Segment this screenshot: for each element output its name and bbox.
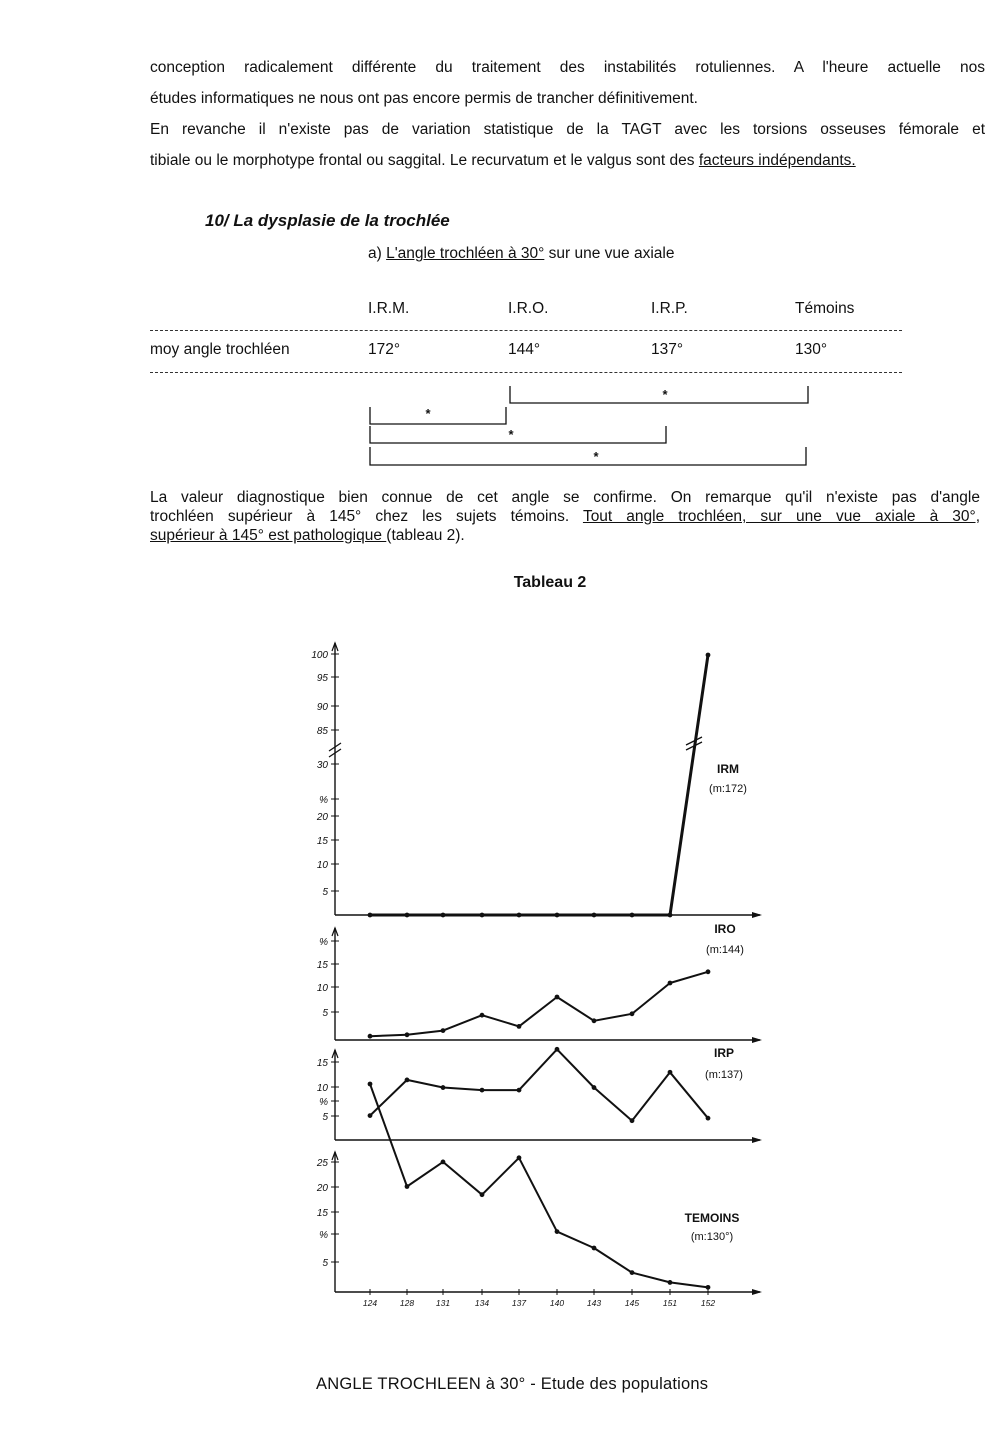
data-point bbox=[592, 1085, 597, 1090]
trochlear-angle-chart bbox=[300, 630, 780, 1315]
data-point bbox=[441, 1085, 446, 1090]
series-subtitle: (m:144) bbox=[706, 944, 744, 956]
figure-caption: ANGLE TROCHLEEN à 30° - Etude des populations bbox=[316, 1375, 709, 1393]
underlined-text: Tout angle trochléen, sur une vue axiale à 30°, bbox=[582, 508, 980, 525]
data-point bbox=[555, 1229, 560, 1234]
underlined-text: facteurs indépendants. bbox=[698, 152, 856, 169]
data-point bbox=[668, 913, 673, 918]
bracket-iro-temoins bbox=[510, 386, 808, 403]
series-label: TEMOINS bbox=[684, 1211, 740, 1225]
data-point bbox=[630, 1011, 635, 1016]
x-axis-arrow bbox=[752, 1037, 762, 1043]
y-tick-label: 15 bbox=[316, 960, 328, 971]
chart-panel-iro bbox=[317, 922, 762, 1043]
series-label: IRP bbox=[713, 1046, 735, 1060]
series-line bbox=[370, 972, 708, 1036]
series-subtitle: (m:137) bbox=[705, 1069, 743, 1081]
y-tick-label: 85 bbox=[316, 726, 328, 737]
data-point bbox=[706, 969, 711, 974]
y-tick-label: 20 bbox=[316, 1183, 328, 1194]
data-point bbox=[368, 1082, 373, 1087]
data-point bbox=[706, 653, 711, 658]
y-tick-label: 10 bbox=[316, 860, 328, 871]
paragraph-line: La valeur diagnostique bien connue de cet angle se confirme. On remarque qu'il n'existe pas d'angle bbox=[150, 489, 980, 506]
series-line bbox=[370, 1084, 708, 1287]
table-header: Témoins bbox=[795, 300, 855, 317]
y-tick-label: 20 bbox=[316, 812, 328, 823]
y-tick-label: 5 bbox=[322, 1258, 328, 1269]
y-tick-label: 95 bbox=[316, 673, 328, 684]
data-point bbox=[441, 1160, 446, 1165]
data-point bbox=[592, 1246, 597, 1251]
x-axis-arrow bbox=[752, 1289, 762, 1295]
table-caption: Tableau 2 bbox=[513, 574, 587, 591]
y-tick-label: 100 bbox=[311, 650, 328, 661]
paragraph-text: (tableau 2). bbox=[386, 527, 465, 544]
paragraph-line bbox=[150, 507, 980, 526]
paragraph bbox=[150, 488, 980, 545]
subsection-marker: a) bbox=[368, 245, 387, 262]
data-point bbox=[441, 913, 446, 918]
y-tick-label: % bbox=[319, 795, 328, 806]
data-point bbox=[480, 1192, 485, 1197]
x-axis-arrow bbox=[752, 912, 762, 918]
data-point bbox=[517, 1024, 522, 1029]
significance-star: * bbox=[593, 449, 599, 464]
x-tick-label: 145 bbox=[624, 1298, 640, 1308]
x-tick-label: 134 bbox=[474, 1298, 490, 1308]
y-tick-label: 30 bbox=[316, 760, 328, 771]
x-tick-label: 137 bbox=[511, 1298, 527, 1308]
table-header: I.R.O. bbox=[508, 300, 549, 317]
data-point bbox=[368, 913, 373, 918]
section-title: 10/ La dysplasie de la trochlée bbox=[205, 211, 450, 230]
data-point bbox=[480, 913, 485, 918]
chart-panel-temoins bbox=[316, 1082, 762, 1295]
y-tick-label: % bbox=[319, 1230, 328, 1241]
x-tick-label: 124 bbox=[362, 1298, 378, 1308]
paragraph-line: études informatiques ne nous ont pas encore permis de trancher définitivement. bbox=[150, 90, 698, 107]
table-cell: 172° bbox=[368, 341, 401, 358]
data-point bbox=[405, 913, 410, 918]
significance-star: * bbox=[662, 387, 668, 402]
y-tick-label: % bbox=[319, 1097, 328, 1108]
x-axis-arrow bbox=[752, 1137, 762, 1143]
significance-star: * bbox=[508, 427, 514, 442]
x-tick-label: 131 bbox=[435, 1298, 451, 1308]
data-point bbox=[368, 1113, 373, 1118]
paragraph-text: trochléen supérieur à 145° chez les sujets témoins. bbox=[150, 508, 583, 525]
data-point bbox=[555, 913, 560, 918]
significance-brackets bbox=[0, 0, 995, 480]
y-tick-label: % bbox=[319, 937, 328, 948]
y-tick-label: 5 bbox=[322, 1008, 328, 1019]
data-point bbox=[555, 1047, 560, 1052]
x-tick-label: 143 bbox=[586, 1298, 602, 1308]
data-point bbox=[405, 1184, 410, 1189]
data-point bbox=[405, 1032, 410, 1037]
data-point bbox=[555, 995, 560, 1000]
significance-star: * bbox=[425, 406, 431, 421]
y-tick-label: 5 bbox=[322, 1112, 328, 1123]
data-point bbox=[441, 1028, 446, 1033]
x-tick-label: 140 bbox=[549, 1298, 565, 1308]
subsection-text: sur une vue axiale bbox=[544, 245, 675, 262]
table-cell: 144° bbox=[508, 341, 541, 358]
bracket-irm-iro bbox=[370, 407, 506, 424]
series-label: IRO bbox=[714, 922, 736, 936]
data-point bbox=[480, 1013, 485, 1018]
x-tick-label: 151 bbox=[662, 1298, 678, 1308]
data-point bbox=[630, 913, 635, 918]
x-tick-label: 152 bbox=[700, 1298, 716, 1308]
data-point bbox=[368, 1034, 373, 1039]
underlined-text: L'angle trochléen à 30° bbox=[386, 245, 545, 262]
chart-panel-irm bbox=[311, 643, 762, 918]
table-cell: 130° bbox=[795, 341, 828, 358]
data-point bbox=[592, 1018, 597, 1023]
y-tick-label: 15 bbox=[316, 836, 328, 847]
y-tick-label: 10 bbox=[316, 983, 328, 994]
y-tick-label: 15 bbox=[316, 1058, 328, 1069]
data-point bbox=[668, 1280, 673, 1285]
data-point bbox=[630, 1118, 635, 1123]
y-tick-label: 10 bbox=[316, 1083, 328, 1094]
y-tick-label: 15 bbox=[316, 1208, 328, 1219]
paragraph-line bbox=[150, 526, 980, 545]
paragraph-line: conception radicalement différente du traitement des instabilités rotuliennes. A l'heure actuelle nos bbox=[150, 59, 985, 76]
chart-panel-irp bbox=[317, 1046, 762, 1143]
data-point bbox=[630, 1270, 635, 1275]
data-point bbox=[405, 1078, 410, 1083]
y-tick-label: 90 bbox=[316, 702, 328, 713]
table-header: I.R.P. bbox=[651, 300, 688, 317]
bracket-irm-temoins bbox=[370, 447, 806, 465]
underlined-text: supérieur à 145° est pathologique bbox=[150, 527, 387, 544]
data-point bbox=[592, 913, 597, 918]
series-line bbox=[370, 1049, 708, 1120]
data-point bbox=[706, 1116, 711, 1121]
series-subtitle: (m:172) bbox=[709, 783, 747, 795]
paragraph-text: tibiale ou le morphotype frontal ou saggital. Le recurvatum et le valgus sont des bbox=[150, 152, 699, 169]
series-label: IRM bbox=[717, 762, 739, 776]
data-point bbox=[668, 981, 673, 986]
y-tick-label: 25 bbox=[316, 1158, 328, 1169]
series-line bbox=[370, 655, 708, 915]
table-header: I.R.M. bbox=[368, 300, 410, 317]
data-point bbox=[480, 1088, 485, 1093]
data-point bbox=[668, 1070, 673, 1075]
bracket-irm-irp bbox=[370, 426, 666, 443]
series-subtitle: (m:130°) bbox=[690, 1231, 734, 1243]
x-tick-label: 128 bbox=[399, 1298, 415, 1308]
y-tick-label: 5 bbox=[322, 887, 328, 898]
data-point bbox=[517, 913, 522, 918]
paragraph-line: En revanche il n'existe pas de variation statistique de la TAGT avec les torsions osseuses fémorale et bbox=[150, 121, 985, 138]
table-row-label: moy angle trochléen bbox=[150, 341, 290, 358]
data-point bbox=[517, 1088, 522, 1093]
table-cell: 137° bbox=[651, 341, 684, 358]
data-point bbox=[517, 1155, 522, 1160]
